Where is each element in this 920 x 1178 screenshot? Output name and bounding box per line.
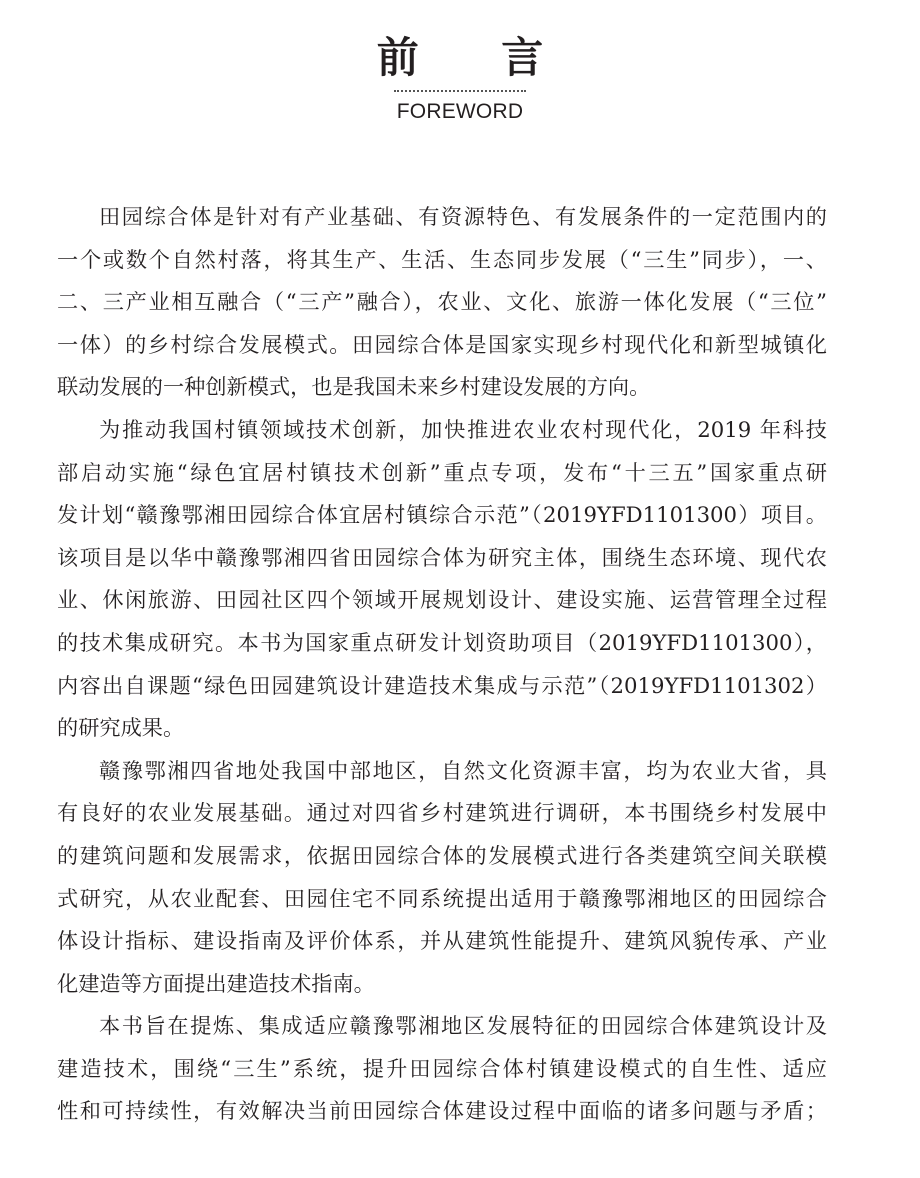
text-line: 的建筑问题和发展需求，依据田园综合体的发展模式进行各类建筑空间关联模 (57, 842, 827, 868)
text-line: 一个或数个自然村落，将其生产、生活、生态同步发展（“三生”同步），一、 (57, 246, 827, 272)
text-line: 一体）的乡村综合发展模式。田园综合体是国家实现乡村现代化和新型城镇化 (57, 331, 827, 357)
paragraph (57, 409, 827, 750)
text-line: 二、三产业相互融合（“三产”融合），农业、文化、旅游一体化发展（“三位” (57, 289, 827, 315)
page-subtitle: FOREWORD (396, 100, 524, 123)
text-line: 有良好的农业发展基础。通过对四省乡村建筑进行调研，本书围绕乡村发展中 (57, 800, 827, 826)
text-line: 本书旨在提炼、集成适应赣豫鄂湘地区发展特征的田园综合体建筑设计及 (99, 1013, 827, 1039)
text-line: 的技术集成研究。本书为国家重点研发计划资助项目（2019YFD1101300）， (57, 629, 827, 655)
page-title: 前 言 (376, 33, 578, 82)
text-line: 田园综合体是针对有产业基础、有资源特色、有发展条件的一定范围内的 (99, 204, 827, 229)
text-line: 为推动我国村镇领域技术创新，加快推进农业农村现代化，2019 年科技 (99, 416, 827, 442)
text-line: 建造技术，围绕“三生”系统，提升田园综合体村镇建设模式的自生性、适应 (57, 1055, 827, 1081)
text-line: 化建造等方面提出建造技术指南。 (57, 970, 375, 996)
text-line: 发计划“赣豫鄂湘田园综合体宜居村镇综合示范”（2019YFD1101300）项目。 (57, 502, 827, 528)
paragraph (57, 750, 827, 1006)
text-line: 式研究，从农业配套、田园住宅不同系统提出适用于赣豫鄂湘地区的田园综合 (57, 885, 827, 911)
text-line: 体设计指标、建设指南及评价体系，并从建筑性能提升、建筑风貌传承、产业 (57, 928, 827, 954)
text-line: 赣豫鄂湘四省地处我国中部地区，自然文化资源丰富，均为农业大省，具 (99, 757, 827, 783)
text-line: 部启动实施“绿色宜居村镇技术创新”重点专项，发布“十三五”国家重点研 (57, 459, 828, 485)
paragraph (57, 1005, 827, 1133)
paragraph (57, 196, 827, 409)
dotted-divider (394, 90, 526, 92)
text-line: 该项目是以华中赣豫鄂湘四省田园综合体为研究主体，围绕生态环境、现代农 (57, 544, 827, 570)
text-line: 的研究成果。 (57, 715, 185, 741)
foreword-body (57, 196, 827, 1133)
text-line: 联动发展的一种创新模式，也是我国未来乡村建设发展的方向。 (57, 374, 651, 400)
text-line: 业、休闲旅游、田园社区四个领域开展规划设计、建设实施、运营管理全过程 (57, 587, 827, 613)
text-line: 性和可持续性，有效解决当前田园综合体建设过程中面临的诸多问题与矛盾； (57, 1098, 827, 1124)
text-line: 内容出自课题“绿色田园建筑设计建造技术集成与示范”（2019YFD1101302） (57, 672, 827, 698)
page-header (0, 30, 920, 124)
